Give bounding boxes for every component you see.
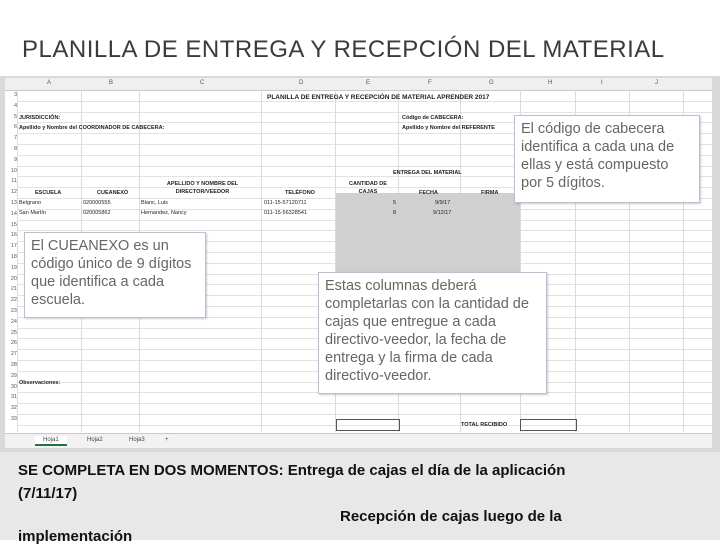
row2-cueanexo[interactable]: 020005862 xyxy=(83,210,111,216)
jurisdiccion-label: JURISDICCIÓN: xyxy=(19,115,61,121)
row-header[interactable]: 24 xyxy=(10,318,17,325)
row-header[interactable]: 28 xyxy=(10,362,17,368)
add-sheet-button[interactable]: + xyxy=(165,437,169,443)
total-cajas-box[interactable] xyxy=(336,419,400,431)
callout-cueanexo: El CUEANEXO es un código único de 9 dígitos que identifica a cada escuela. xyxy=(24,232,206,318)
row2-cantidad[interactable]: 8 xyxy=(393,210,397,216)
row-header[interactable]: 21 xyxy=(10,286,17,293)
column-header[interactable]: H xyxy=(548,80,553,86)
row-header[interactable]: 10 xyxy=(10,167,17,174)
column-header[interactable]: G xyxy=(489,80,494,86)
row-header[interactable]: 8 xyxy=(13,146,17,152)
codigo-cabecera-label: Código de CABECERA: xyxy=(402,115,464,121)
sheet-heading: PLANILLA DE ENTREGA Y RECEPCIÓN DE MATERIAL APRENDER 2017 xyxy=(267,94,490,101)
column-header[interactable]: C xyxy=(200,80,205,86)
column-divider xyxy=(17,90,18,432)
row2-director[interactable]: Hernandez, Nancy xyxy=(141,210,187,216)
footer-line-2: (7/11/17) xyxy=(18,485,78,502)
row1-cueanexo[interactable]: 020000555 xyxy=(83,200,111,206)
referente-label: Apellido y Nombre del REFERENTE xyxy=(402,125,495,131)
row-header[interactable]: 22 xyxy=(10,297,17,304)
row-header[interactable]: 33 xyxy=(10,416,17,422)
row-gridline xyxy=(17,403,712,404)
header-fecha: FECHA xyxy=(419,190,438,196)
column-header[interactable]: F xyxy=(428,80,432,86)
column-header[interactable]: E xyxy=(366,80,371,86)
row1-escuela[interactable]: Belgrano xyxy=(19,200,42,206)
row1-director[interactable]: Blanc, Luis xyxy=(141,200,168,206)
row-header[interactable]: 23 xyxy=(10,308,17,314)
row-header[interactable]: 3 xyxy=(13,92,17,98)
footer-note xyxy=(0,452,720,545)
header-telefono: TELÉFONO xyxy=(285,190,315,196)
row-header[interactable]: 11 xyxy=(11,178,17,185)
row1-fecha[interactable]: 9/9/17 xyxy=(435,200,451,206)
slide-title: PLANILLA DE ENTREGA Y RECEPCIÓN DEL MATERIAL xyxy=(22,36,665,63)
sheet-tab-hoja3[interactable]: Hoja3 xyxy=(129,437,145,443)
row2-escuela[interactable]: San Martín xyxy=(19,210,46,216)
sheet-tab-hoja1[interactable]: Hoja1 xyxy=(35,436,67,446)
total-label: TOTAL RECIBIDO xyxy=(461,422,508,428)
sheet-tab-hoja2[interactable]: Hoja2 xyxy=(87,437,103,443)
header-firma: FIRMA xyxy=(481,190,499,196)
row-header[interactable]: 17 xyxy=(10,243,17,250)
header-cueanexo: CUEANEXO xyxy=(97,190,129,196)
observaciones-label: Observaciones: xyxy=(19,380,61,386)
footer-line-1: SE COMPLETA EN DOS MOMENTOS: Entrega de cajas el día de la aplicación xyxy=(18,462,566,479)
entrega-header: ENTREGA DEL MATERIAL xyxy=(393,170,462,176)
row-header[interactable]: 27 xyxy=(10,351,17,358)
column-header[interactable]: D xyxy=(299,80,304,86)
row-header[interactable]: 16 xyxy=(10,232,17,239)
column-header[interactable]: I xyxy=(601,80,603,86)
row-header[interactable]: 29 xyxy=(10,372,17,379)
header-director: APELLIDO Y NOMBRE DEL DIRECTOR/VEEDOR xyxy=(166,181,239,195)
total-received-box[interactable] xyxy=(520,419,577,431)
row2-fecha[interactable]: 9/12/17 xyxy=(433,210,452,216)
row-header[interactable]: 7 xyxy=(13,135,17,142)
coordinador-label: Apellido y Nombre del COORDINADOR DE CABECERA: xyxy=(19,125,165,131)
footer-line-3: Recepción de cajas luego de la xyxy=(340,508,562,525)
row2-telefono[interactable]: 011-15-56328541 xyxy=(264,210,308,216)
footer-line-4: implementación xyxy=(18,528,133,545)
row-header[interactable]: 31 xyxy=(10,394,17,401)
header-cantidad: CANTIDAD DE CAJAS xyxy=(349,181,387,195)
row-header[interactable]: 14 xyxy=(10,210,17,217)
column-header[interactable]: B xyxy=(109,80,114,86)
row-header[interactable]: 32 xyxy=(10,405,17,412)
row1-cantidad[interactable]: 5 xyxy=(393,200,397,206)
row-header[interactable]: 4 xyxy=(13,102,17,109)
row-header[interactable]: 19 xyxy=(10,264,17,271)
column-divider xyxy=(261,90,262,432)
callout-cabecera: El código de cabecera identifica a cada una de ellas y está compuesto por 5 dígitos. xyxy=(514,115,700,203)
row-header[interactable]: 25 xyxy=(10,329,17,336)
row-header[interactable]: 18 xyxy=(10,254,17,260)
sheet-tabs-bar xyxy=(5,433,712,448)
row-header[interactable]: 20 xyxy=(10,275,17,282)
column-header[interactable]: A xyxy=(47,80,52,86)
row-gridline xyxy=(17,112,712,113)
row-gridline xyxy=(17,414,712,415)
row-header[interactable]: 12 xyxy=(10,189,17,196)
row-header[interactable]: 26 xyxy=(10,340,17,347)
header-escuela: ESCUELA xyxy=(35,190,62,196)
row-header[interactable]: 5 xyxy=(13,113,17,120)
row-header[interactable]: 15 xyxy=(10,221,17,228)
row-header[interactable]: 13 xyxy=(10,200,17,206)
row1-telefono[interactable]: 011-15-57120711 xyxy=(264,200,307,206)
row-header[interactable]: 9 xyxy=(13,156,17,163)
row-header[interactable]: 30 xyxy=(10,383,17,390)
column-header-bar xyxy=(5,78,712,91)
callout-columnas: Estas columnas deberá completarlas con la cantidad de cajas que entregue a cada directivo-veedor, la fecha de entrega y la firma de cada directivo-veedor. xyxy=(318,272,547,394)
column-header[interactable]: J xyxy=(655,80,658,86)
row-header[interactable]: 6 xyxy=(13,124,17,131)
